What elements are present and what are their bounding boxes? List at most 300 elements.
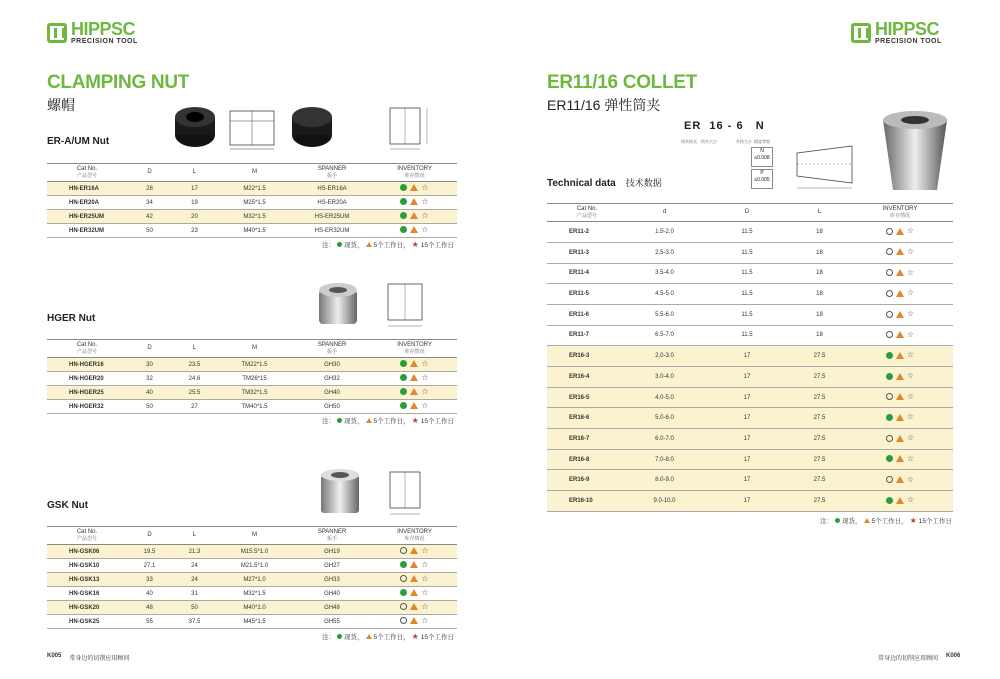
fifteen-day-icon: ☆ — [906, 412, 915, 422]
five-day-icon — [410, 589, 418, 596]
five-day-icon — [410, 388, 418, 395]
cell-d1: 2.5-3.0 — [627, 242, 702, 263]
cell-d1: 6.0-7.0 — [627, 429, 702, 450]
cell-sp: HS-ER20A — [292, 196, 372, 210]
fifteen-day-icon: ☆ — [421, 573, 429, 583]
five-day-icon — [410, 561, 418, 568]
cell-cat: HN-GSK16 — [47, 587, 127, 601]
out-of-stock-icon — [400, 603, 407, 610]
cell-d2: 11.5 — [702, 242, 792, 263]
in-stock-icon — [400, 388, 407, 395]
cell-inventory — [372, 545, 457, 559]
cell-cat: HN-GSK13 — [47, 573, 127, 587]
page-title: ER11/16 COLLET — [547, 72, 697, 93]
cell-d2: 11.5 — [702, 304, 792, 325]
col-d: D — [127, 164, 172, 182]
fifteen-day-icon: ☆ — [906, 495, 915, 505]
cell-cat: ER16-4 — [547, 367, 627, 388]
fifteen-day-icon: ☆ — [421, 358, 429, 368]
cell-d2: 17 — [702, 449, 792, 470]
cell-d2: 11.5 — [702, 325, 792, 346]
cell-cat: ER16-5 — [547, 387, 627, 408]
fifteen-day-icon: ☆ — [906, 391, 915, 401]
five-day-icon — [896, 352, 904, 359]
in-stock-icon — [337, 634, 342, 639]
fifteen-day-icon: ★ — [411, 631, 419, 641]
cell-inventory — [847, 284, 953, 305]
cell-cat: HN-HGER16 — [47, 358, 127, 372]
legend-note: 注： 现货， 5个工作日， ★ 15个工作日 — [820, 515, 953, 525]
cell-cat: HN-ER16A — [47, 182, 127, 196]
cell-sp: GH40 — [292, 386, 372, 400]
cell-inventory — [847, 367, 953, 388]
cell-d1: 4.0-5.0 — [627, 387, 702, 408]
cell-sp: HS-ER32UM — [292, 224, 372, 238]
table-row — [547, 222, 953, 243]
cell-m: TM40*1.5 — [217, 400, 292, 414]
cell-d: 55 — [127, 615, 172, 629]
table-row — [547, 387, 953, 408]
cell-sp: GH30 — [292, 358, 372, 372]
table-row — [547, 408, 953, 429]
gsk-nut-table: Cat No. 产品型号 D L M SPANNER 扳手 INVENTORY 库存情况 HN-GSK06 19.5 21.3 M15.5*1.0 GH19 ☆ HN-GSK10 27.1 24 M21.5*1.0 GH27 ☆ HN-GSK13 33 24 M27*1.0 GH33 ☆ HN-GSK16 40 31 M32*1.5 GH40 ☆ HN-GSK20 48 50 M40*1.0 GH48 ☆ HN-GSK25 55 37.5 M45*1.5 GH55 ☆ — [47, 526, 457, 629]
table-row — [547, 470, 953, 491]
table-row — [47, 358, 457, 372]
cell-sp: HS-ER25UM — [292, 210, 372, 224]
cell-sp: GH19 — [292, 545, 372, 559]
cell-d2: 17 — [702, 429, 792, 450]
out-of-stock-icon — [886, 393, 893, 400]
fifteen-day-icon: ☆ — [906, 474, 915, 484]
footer: 常身边的切削应用顾问 K006 — [878, 653, 961, 662]
cell-m: M22*1.5 — [217, 182, 292, 196]
fifteen-day-icon: ☆ — [421, 386, 429, 396]
cell-d: 28 — [127, 182, 172, 196]
in-stock-icon — [337, 418, 342, 423]
cell-cat: ER11-2 — [547, 222, 627, 243]
out-of-stock-icon — [400, 547, 407, 554]
cell-l: 24.6 — [172, 372, 217, 386]
five-day-icon — [410, 198, 418, 205]
table-row — [47, 182, 457, 196]
cell-m: TM26*15 — [217, 372, 292, 386]
five-day-icon — [410, 617, 418, 624]
cell-cat: HN-HGER32 — [47, 400, 127, 414]
er-nut-title: ER-A/UM Nut — [47, 136, 110, 147]
table-row — [547, 491, 953, 512]
cell-inventory — [847, 429, 953, 450]
out-of-stock-icon — [886, 311, 893, 318]
cell-cat: ER16-9 — [547, 470, 627, 491]
cell-cat: HN-GSK25 — [47, 615, 127, 629]
cell-sp: GH48 — [292, 601, 372, 615]
col-cat: Cat No. 产品型号 — [47, 164, 127, 182]
fifteen-day-icon: ☆ — [421, 545, 429, 555]
five-day-icon — [896, 248, 904, 255]
cell-inventory — [847, 325, 953, 346]
fifteen-day-icon: ☆ — [906, 226, 915, 236]
cell-m: TM32*1.5 — [217, 386, 292, 400]
table-row — [547, 304, 953, 325]
cell-inventory — [847, 470, 953, 491]
fifteen-day-icon: ☆ — [421, 615, 429, 625]
five-day-icon — [864, 518, 870, 523]
er-nut-table — [47, 163, 457, 238]
five-day-icon — [896, 269, 904, 276]
cell-l: 18 — [792, 325, 847, 346]
hger-nut-title: HGER Nut — [47, 313, 96, 324]
cell-inventory — [372, 358, 457, 372]
col-l: L — [172, 164, 217, 182]
five-day-icon — [366, 634, 372, 639]
cell-m: M27*1.0 — [217, 573, 292, 587]
five-day-icon — [410, 374, 418, 381]
cell-d: 50 — [127, 400, 172, 414]
out-of-stock-icon — [400, 617, 407, 624]
out-of-stock-icon — [886, 228, 893, 235]
cell-inventory — [372, 182, 457, 196]
cell-l: 27 — [172, 400, 217, 414]
in-stock-icon — [400, 589, 407, 596]
five-day-icon — [896, 331, 904, 338]
cell-d2: 11.5 — [702, 263, 792, 284]
cell-sp: GH33 — [292, 573, 372, 587]
fifteen-day-icon: ☆ — [906, 453, 915, 463]
five-day-icon — [366, 418, 372, 423]
five-day-icon — [896, 435, 904, 442]
cell-cat: HN-GSK06 — [47, 545, 127, 559]
fifteen-day-icon: ★ — [411, 239, 419, 249]
table-row — [47, 615, 457, 629]
cell-d2: 11.5 — [702, 284, 792, 305]
cell-cat: ER11-3 — [547, 242, 627, 263]
logo-icon — [851, 23, 871, 43]
five-day-icon — [410, 360, 418, 367]
cell-d: 40 — [127, 587, 172, 601]
cell-d2: 17 — [702, 367, 792, 388]
cell-d: 50 — [127, 224, 172, 238]
out-of-stock-icon — [400, 575, 407, 582]
in-stock-icon — [400, 212, 407, 219]
cell-sp: GH40 — [292, 587, 372, 601]
brand-logo: HIPPSC PRECISION TOOL — [851, 20, 942, 45]
five-day-icon — [896, 414, 904, 421]
fifteen-day-icon: ☆ — [421, 372, 429, 382]
cell-d: 40 — [127, 386, 172, 400]
hger-nut-drawing — [380, 282, 440, 332]
cell-inventory — [372, 372, 457, 386]
cell-d2: 17 — [702, 470, 792, 491]
cell-inventory — [847, 222, 953, 243]
gsk-nut-drawing — [382, 470, 432, 520]
in-stock-icon — [886, 455, 893, 462]
fifteen-day-icon: ☆ — [906, 246, 915, 256]
cell-cat: HN-ER32UM — [47, 224, 127, 238]
cell-cat: HN-ER20A — [47, 196, 127, 210]
five-day-icon — [896, 228, 904, 235]
fifteen-day-icon: ☆ — [421, 601, 429, 611]
cell-inventory — [372, 601, 457, 615]
fifteen-day-icon: ☆ — [906, 371, 915, 381]
cell-l: 37.5 — [172, 615, 217, 629]
cell-d1: 2.0-3.0 — [627, 346, 702, 367]
col-m: M — [217, 164, 292, 182]
cell-l: 21.3 — [172, 545, 217, 559]
logo-icon — [47, 23, 67, 43]
cell-d1: 3.0-4.0 — [627, 367, 702, 388]
cell-inventory — [372, 587, 457, 601]
col-inventory: INVENTORY 库存情况 — [372, 164, 457, 182]
cell-l: 27.5 — [792, 408, 847, 429]
five-day-icon — [896, 497, 904, 504]
cell-cat: HN-HGER20 — [47, 372, 127, 386]
cell-d2: 17 — [702, 491, 792, 512]
tolerance-p: P ≤0.005 — [751, 169, 773, 189]
table-row — [47, 400, 457, 414]
cell-d2: 11.5 — [702, 222, 792, 243]
cell-d: 32 — [127, 372, 172, 386]
cell-inventory — [847, 387, 953, 408]
cell-d: 19.5 — [127, 545, 172, 559]
cell-cat: HN-GSK10 — [47, 559, 127, 573]
cell-d1: 6.5-7.0 — [627, 325, 702, 346]
out-of-stock-icon — [886, 331, 893, 338]
in-stock-icon — [835, 518, 840, 523]
table-row — [47, 224, 457, 238]
five-day-icon — [410, 402, 418, 409]
table-row — [547, 429, 953, 450]
cell-l: 24 — [172, 573, 217, 587]
cell-inventory — [372, 210, 457, 224]
five-day-icon — [410, 547, 418, 554]
table-row — [547, 284, 953, 305]
out-of-stock-icon — [886, 476, 893, 483]
cell-l: 50 — [172, 601, 217, 615]
cell-inventory — [847, 408, 953, 429]
in-stock-icon — [400, 226, 407, 233]
in-stock-icon — [400, 561, 407, 568]
cell-inventory — [847, 491, 953, 512]
fifteen-day-icon: ★ — [411, 415, 419, 425]
fifteen-day-icon: ☆ — [421, 559, 429, 569]
fifteen-day-icon: ☆ — [421, 224, 429, 234]
cell-inventory — [372, 196, 457, 210]
five-day-icon — [410, 226, 418, 233]
er-nut-image — [172, 103, 332, 153]
table-row — [547, 367, 953, 388]
footer: K005 常身边的切削应用顾问 — [47, 653, 130, 662]
tolerance-n: N ≤0.008 — [751, 147, 773, 167]
cell-inventory — [372, 400, 457, 414]
table-row — [547, 449, 953, 470]
in-stock-icon — [400, 198, 407, 205]
cell-l: 31 — [172, 587, 217, 601]
out-of-stock-icon — [886, 248, 893, 255]
cell-d1: 8.0-9.0 — [627, 470, 702, 491]
in-stock-icon — [337, 242, 342, 247]
cell-inventory — [847, 346, 953, 367]
cell-l: 25.5 — [172, 386, 217, 400]
five-day-icon — [896, 290, 904, 297]
gsk-nut-image — [318, 467, 363, 517]
table-row — [547, 325, 953, 346]
cell-cat: ER16-6 — [547, 408, 627, 429]
fifteen-day-icon: ☆ — [906, 329, 915, 339]
cell-m: M32*1.5 — [217, 587, 292, 601]
cell-d: 48 — [127, 601, 172, 615]
table-row — [47, 601, 457, 615]
page-title-cn: ER11/16 弹性筒夹 — [547, 97, 661, 113]
fifteen-day-icon: ☆ — [421, 400, 429, 410]
cell-cat: HN-ER25UM — [47, 210, 127, 224]
hger-nut-table: Cat No. 产品型号 D L M SPANNER 扳手 INVENTORY 库存情况 HN-HGER16 30 23.5 TM22*1.5 GH30 ☆ HN-HGER20 32 24.6 TM26*15 GH32 ☆ HN-HGER25 40 25.5 TM32*1.5 GH40 ☆ HN-HGER32 50 27 TM40*1.5 GH50 ☆ — [47, 339, 457, 414]
legend-note: 注： 现货， 5个工作日， ★ 15个工作日 — [322, 631, 455, 641]
cell-cat: ER11-7 — [547, 325, 627, 346]
in-stock-icon — [400, 374, 407, 381]
cell-d: 27.1 — [127, 559, 172, 573]
brand-name: HIPPSC — [71, 19, 136, 39]
cell-cat: ER16-10 — [547, 491, 627, 512]
collet-table: Cat No. 产品型号 d D L INVENTORY 库存情况 ER11-2 1.5-2.0 11.5 18 ☆ ER11-3 2.5-3.0 11.5 18 ☆ ER11-4 3.5-4.0 11.5 18 ☆ ER11-5 4.5-5.0 11.5 18 ☆ ER11-6 5.5-6.0 11.5 18 ☆ ER11-7 6.5-7.0 11.5 18 ☆ ER16-3 2.0-3.0 17 27.5 ☆ ER16-4 3.0-4.0 17 27.5 ☆ ER16-5 4.0-5.0 17 27.5 ☆ ER16-6 5.0-6.0 17 27.5 ☆ ER16-7 6.0-7.0 17 27.5 ☆ ER16-8 7.0-8.0 17 27.5 ☆ ER16-9 8.0-9.0 17 27.5 ☆ ER16-10 9.0-10.0 17 27.5 ☆ — [547, 203, 953, 512]
legend-note: 注： 现货， 5个工作日， ★ 15个工作日 — [322, 239, 455, 249]
cell-inventory — [372, 559, 457, 573]
cell-l: 18 — [792, 263, 847, 284]
cell-d: 42 — [127, 210, 172, 224]
cell-l: 27.5 — [792, 387, 847, 408]
cell-inventory — [847, 242, 953, 263]
cell-l: 27.5 — [792, 470, 847, 491]
cell-l: 27.5 — [792, 491, 847, 512]
cell-l: 18 — [792, 222, 847, 243]
fifteen-day-icon: ☆ — [906, 350, 915, 360]
cell-m: M15.5*1.0 — [217, 545, 292, 559]
cell-inventory — [372, 386, 457, 400]
five-day-icon — [896, 393, 904, 400]
page-number: K005 — [47, 653, 62, 659]
five-day-icon — [366, 242, 372, 247]
page-number: K006 — [946, 653, 961, 659]
in-stock-icon — [400, 402, 407, 409]
table-row — [47, 587, 457, 601]
cell-l: 23.5 — [172, 358, 217, 372]
table-row — [47, 196, 457, 210]
table-row — [47, 559, 457, 573]
cell-l: 20 — [172, 210, 217, 224]
five-day-icon — [410, 575, 418, 582]
cell-l: 19 — [172, 196, 217, 210]
table-row — [47, 545, 457, 559]
brand-tagline: PRECISION TOOL — [71, 38, 138, 45]
cell-l: 18 — [792, 242, 847, 263]
cell-m: M40*1.0 — [217, 601, 292, 615]
cell-cat: ER11-5 — [547, 284, 627, 305]
cell-m: M32*1.5 — [217, 210, 292, 224]
cell-sp: GH50 — [292, 400, 372, 414]
cell-l: 17 — [172, 182, 217, 196]
in-stock-icon — [886, 414, 893, 421]
page-title-cn: 螺帽 — [47, 97, 75, 113]
cell-d: 34 — [127, 196, 172, 210]
fifteen-day-icon: ☆ — [421, 182, 429, 192]
five-day-icon — [896, 476, 904, 483]
cell-l: 18 — [792, 284, 847, 305]
table-row — [547, 263, 953, 284]
table-row — [547, 346, 953, 367]
cell-m: TM22*1.5 — [217, 358, 292, 372]
collet-drawing — [792, 138, 872, 193]
five-day-icon — [410, 603, 418, 610]
five-day-icon — [896, 311, 904, 318]
in-stock-icon — [886, 373, 893, 380]
cell-inventory — [372, 224, 457, 238]
fifteen-day-icon: ☆ — [421, 210, 429, 220]
fifteen-day-icon: ☆ — [906, 267, 915, 277]
in-stock-icon — [400, 360, 407, 367]
cell-cat: ER16-7 — [547, 429, 627, 450]
cell-d1: 9.0-10.0 — [627, 491, 702, 512]
cell-cat: HN-HGER25 — [47, 386, 127, 400]
cell-m: M21.5*1.0 — [217, 559, 292, 573]
right-page: HIPPSC PRECISION TOOL ER11/16 COLLET ER11/16 弹性筒夹 ER 16 - 6 N 筒夹样式 筒夹大小 夹持大小 精度等级 N ≤0.008 P ≤0.005 Technical data 技术数据 Cat No. 产品型号 d D L INVENTORY 库存情况 ER11-2 1.5-2.0 11.5 18 ☆ ER11-3 2.5-3.0 11.5 18 ☆ ER11-4 3.5-4.0 11.5 18 ☆ ER11-5 4.5-5.0 11.5 18 ☆ ER11-6 5.5-6.0 11.5 18 ☆ ER11-7 6.5-7.0 11.5 18 ☆ ER16-3 2.0-3.0 17 27.5 ☆ ER16-4 3.0-4.0 17 27.5 ☆ ER16-5 4.0-5.0 17 27.5 ☆ ER16-6 5.0-6.0 17 27.5 ☆ ER16-7 6.0-7.0 17 27.5 ☆ ER16-8 7.0-8.0 17 27.5 ☆ ER16-9 8.0-9.0 17 27.5 ☆ ER16-10 9.0-10.0 17 27.5 ☆ 注： 现货， 5个工作日， ★ 15个工作日 常身边的切削应用顾问 K006 — [547, 19, 961, 662]
model-code: ER 16 - 6 N — [684, 120, 765, 132]
cell-l: 24 — [172, 559, 217, 573]
in-stock-icon — [886, 497, 893, 504]
cell-d2: 17 — [702, 387, 792, 408]
fifteen-day-icon: ☆ — [421, 587, 429, 597]
gsk-nut-title: GSK Nut — [47, 500, 89, 511]
cell-inventory — [847, 449, 953, 470]
cell-sp: GH27 — [292, 559, 372, 573]
cell-d1: 1.5-2.0 — [627, 222, 702, 243]
table-row — [47, 573, 457, 587]
five-day-icon — [410, 212, 418, 219]
cell-d1: 7.0-8.0 — [627, 449, 702, 470]
cell-d: 30 — [127, 358, 172, 372]
cell-m: M40*1.5 — [217, 224, 292, 238]
cell-d2: 17 — [702, 408, 792, 429]
table-row — [547, 242, 953, 263]
cell-d1: 4.5-5.0 — [627, 284, 702, 305]
in-stock-icon — [400, 184, 407, 191]
fifteen-day-icon: ☆ — [421, 196, 429, 206]
cell-d1: 5.5-6.0 — [627, 304, 702, 325]
cell-cat: ER16-3 — [547, 346, 627, 367]
out-of-stock-icon — [886, 290, 893, 297]
five-day-icon — [896, 455, 904, 462]
fifteen-day-icon: ☆ — [906, 288, 915, 298]
table-row — [47, 210, 457, 224]
fifteen-day-icon: ☆ — [906, 309, 915, 319]
cell-m: M25*1.5 — [217, 196, 292, 210]
cell-cat: ER11-6 — [547, 304, 627, 325]
cell-d2: 17 — [702, 346, 792, 367]
in-stock-icon — [886, 352, 893, 359]
cell-l: 27.5 — [792, 346, 847, 367]
cell-sp: GH32 — [292, 372, 372, 386]
fifteen-day-icon: ★ — [909, 515, 917, 525]
er-nut-drawing — [385, 103, 435, 153]
out-of-stock-icon — [886, 269, 893, 276]
cell-sp: GH55 — [292, 615, 372, 629]
collet-image — [875, 105, 955, 195]
cell-l: 23 — [172, 224, 217, 238]
table-row — [47, 372, 457, 386]
table-row — [47, 386, 457, 400]
cell-inventory — [372, 615, 457, 629]
cell-inventory — [372, 573, 457, 587]
page-title: CLAMPING NUT — [47, 72, 190, 93]
cell-l: 27.5 — [792, 449, 847, 470]
